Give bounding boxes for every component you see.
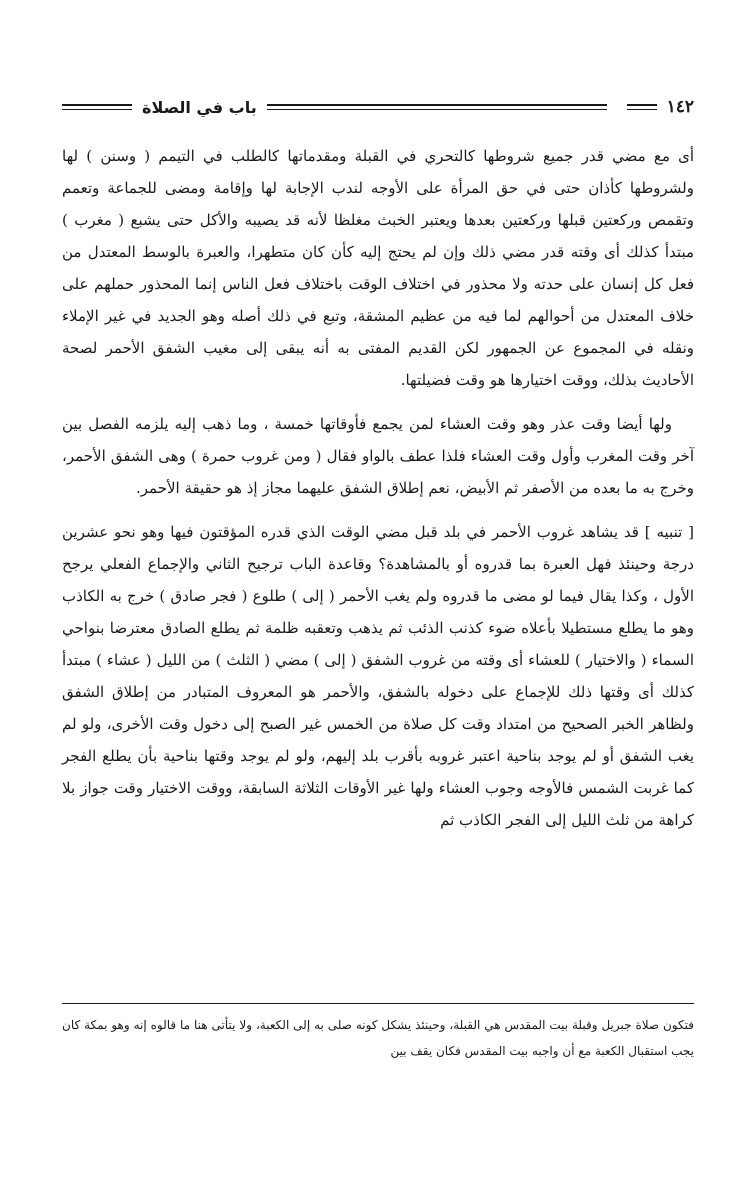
chapter-title: باب في الصلاة (142, 97, 257, 117)
paragraph-1: أى مع مضي قدر جميع شروطها كالتحري في القبلة ومقدماتها كالطلب في التيمم ( وسنن ) لها ولشروطها كأذان حتى في حق المرأة على الأوجه لندب الإجابة لها وإقامة ومضى للجماعة وتعمم وتقمص وركعتين قبلها وركعتين بعدها ويعتبر الخبث مغلظا لأنه قد يصيبه والأكل حتى يشبع ( مغرب ) مبتدأ كذلك أى وقته قدر مضي ذلك وإن لم يحتج إليه كأن كان متطهرا، والعبرة بالوسط المعتدل من فعل كل إنسان على حدته ولا محذور في اختلاف الوقت باختلاف فعل الناس إنما المحذور حملهم على خلاف المعتدل من أحوالهم لما فيه من عظيم المشقة، وتبع في ذلك أصله وهو الجديد في غير الإملاء ونقله في المجموع عن الجمهور لكن القديم المفتى به أنه يبقى إلى مغيب الشفق الأحمر لصحة الأحاديث بذلك، ووقت اختيارها هو وقت فضيلتها. (62, 147, 694, 389)
page-number: ١٤٢ (666, 97, 694, 117)
header-rule-right (627, 104, 657, 110)
footnote-divider (62, 1003, 694, 1004)
paragraph-3: [ تنبيه ] قد يشاهد غروب الأحمر في بلد قبل مضي الوقت الذي قدره المؤقتون فيها وهو نحو عشرين درجة وحينئذ فهل العبرة بما قدروه أو بالمشاهدة؟ وقاعدة الباب ترجيح الثاني والإجماع الفعلي يرجح الأول ، وكذا يقال فيما لو مضى ما قدروه ولم يغب الأحمر ( إلى ) طلوع ( فجر صادق ) خرج به الكاذب وهو ما يطلع مستطيلا بأعلاه ضوء كذنب الذئب ثم يذهب وتعقبه ظلمة ثم يطلع الصادق معترضا بنواحي السماء ( والاختيار ) للعشاء أى وقته من غروب الشفق ( إلى ) مضي ( الثلث ) من الليل ( عشاء ) مبتدأ كذلك أى وقتها ذلك للإجماع على دخوله بالشفق، والأحمر هو المعروف المتبادر من إطلاق الشفق ولظاهر الخبر الصحيح من امتداد وقت كل صلاة من الخمس غير الصبح إلى دخول وقت الأخرى، ولو لم يغب الشفق أو لم يوجد بناحية اعتبر غروبه بأقرب بلد إليهم، ولو لم يوجد وقتها بناحية بأن يطلع الفجر كما غربت الشمس فالأوجه وجوب العشاء ولها غير الأوقات الثلاثة السابقة، ووقت الاختيار وقت جواز بلا كراهة من ثلث الليل إلى الفجر الكاذب ثم (62, 523, 694, 829)
running-header (62, 93, 694, 121)
header-rule-middle (267, 104, 607, 110)
main-text (62, 140, 694, 848)
header-rule-left (62, 104, 132, 110)
paragraph-2: ولها أيضا وقت عذر وهو وقت العشاء لمن يجمع فأوقاتها خمسة ، وما ذهب إليه يلزمه الفصل بين آخر وقت المغرب وأول وقت العشاء فلذا عطف بالواو فقال ( ومن غروب حمرة ) وهى الشفق الأحمر، وخرج به ما بعده من الأصفر ثم الأبيض، نعم إطلاق الشفق عليهما مجاز إذ هو حقيقة الأحمر. (62, 415, 694, 497)
footnote: فتكون صلاة جبريل وقبلة بيت المقدس هي القبلة، وحينئذ يشكل كونه صلى به إلى الكعبة، ولا يتأتى هنا ما قالوه إنه وهو بمكة كان يجب استقبال الكعبة مع أن واجبه بيت المقدس فكان يقف بين (62, 1018, 694, 1058)
